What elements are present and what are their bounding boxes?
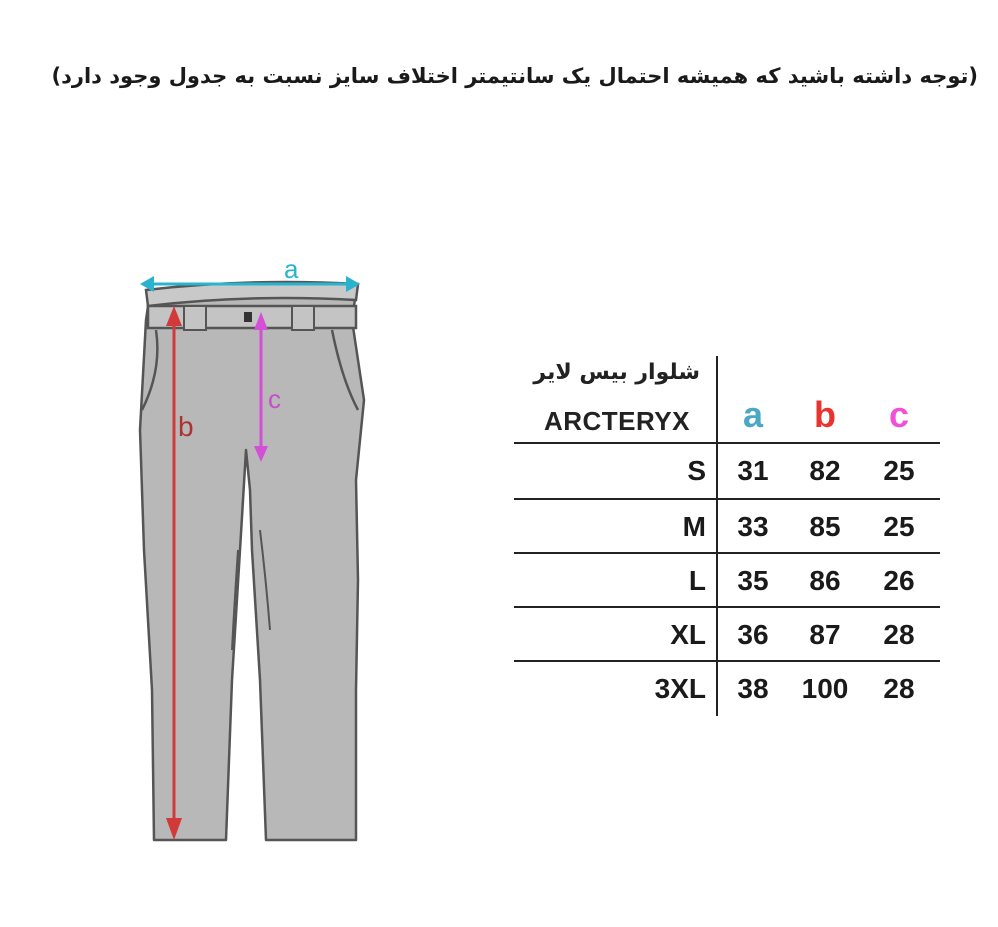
value-c: 26 xyxy=(883,565,915,596)
col-header-a-label: a xyxy=(742,394,764,435)
size-label: 3XL xyxy=(654,673,706,704)
value-c: 28 xyxy=(883,619,915,650)
value-c: 25 xyxy=(883,455,915,486)
value-a: 33 xyxy=(737,511,769,542)
col-header-c-label: c xyxy=(888,394,910,435)
value-b: 85 xyxy=(809,511,841,542)
table-row xyxy=(514,608,940,662)
size-table xyxy=(514,356,940,716)
value-c: 25 xyxy=(883,511,915,542)
value-c: 28 xyxy=(883,673,915,704)
table-row xyxy=(514,554,940,608)
brand-name: ARCTERYX xyxy=(543,406,690,436)
col-header-a xyxy=(716,394,790,436)
belt-loop xyxy=(292,306,314,330)
value-a: 36 xyxy=(737,619,769,650)
pants-illustration xyxy=(120,250,390,850)
value-b: 87 xyxy=(809,619,841,650)
table-row xyxy=(514,500,940,554)
size-note: (توجه داشته باشید که همیشه احتمال یک سانتیمتر اختلاف سایز نسبت به جدول وجود دارد) xyxy=(51,64,978,88)
pants-diagram xyxy=(120,250,390,850)
size-label: S xyxy=(687,455,706,486)
value-a: 38 xyxy=(737,673,769,704)
label-c: c xyxy=(268,384,281,414)
label-a: a xyxy=(284,254,299,284)
belt-loop xyxy=(184,306,206,330)
value-b: 100 xyxy=(801,673,849,704)
value-a: 35 xyxy=(737,565,769,596)
size-label: L xyxy=(688,565,706,596)
size-label: XL xyxy=(670,619,706,650)
value-a: 31 xyxy=(737,455,769,486)
button xyxy=(244,312,252,322)
value-b: 86 xyxy=(809,565,841,596)
product-name-container xyxy=(514,360,700,385)
col-header-b-label: b xyxy=(814,394,836,435)
size-label: M xyxy=(682,511,706,542)
table-row xyxy=(514,444,940,498)
col-header-b xyxy=(788,394,862,436)
label-b: b xyxy=(178,411,194,442)
col-header-c xyxy=(862,394,936,436)
value-b: 82 xyxy=(809,455,841,486)
product-name: شلوار بیس لایر xyxy=(533,360,700,385)
table-row xyxy=(514,662,940,716)
